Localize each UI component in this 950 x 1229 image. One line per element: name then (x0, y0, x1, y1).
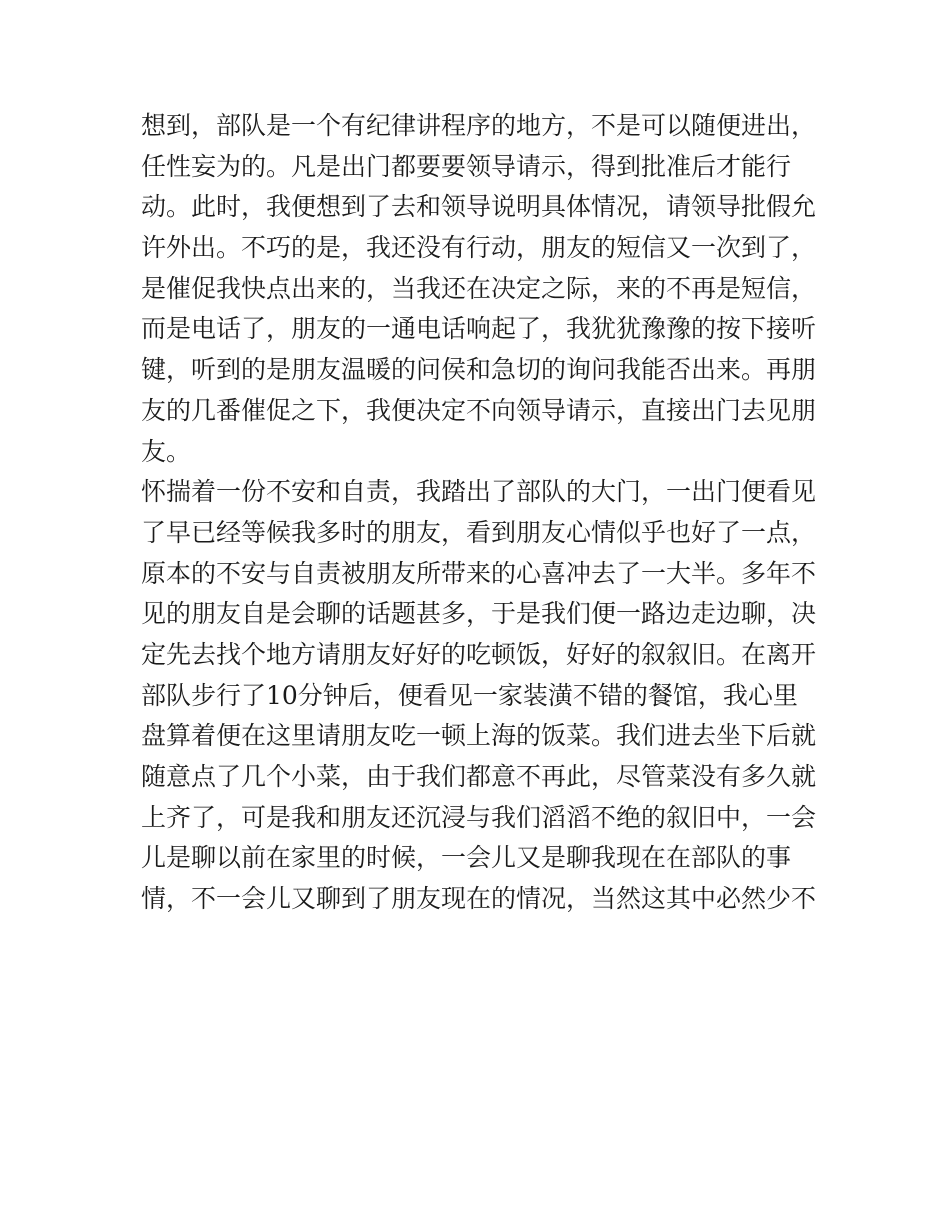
text-line: 部队步行了10分钟后，便看见一家装潢不错的餐馆，我心里 (141, 680, 798, 710)
body-text (141, 106, 821, 920)
text-line: 原本的不安与自责被朋友所带来的心喜冲去了一大半。多年不 (141, 558, 817, 588)
text-line: 了早已经等候我多时的朋友，看到朋友心情似乎也好了一点， (141, 517, 817, 547)
text-line: 友的几番催促之下，我便决定不向领导请示，直接出门去见朋 (141, 395, 817, 425)
text-line: 见的朋友自是会聊的话题甚多，于是我们便一路边走边聊，决 (141, 599, 817, 629)
text-line: 盘算着便在这里请朋友吃一顿上海的饭菜。我们进去坐下后就 (141, 721, 817, 751)
text-line: 许外出。不巧的是，我还没有行动，朋友的短信又一次到了， (141, 233, 817, 263)
text-line: 是催促我快点出来的，当我还在决定之际，来的不再是短信， (141, 273, 817, 303)
text-line: 友。 (141, 436, 192, 466)
text-line: 任性妄为的。凡是出门都要要领导请示，得到批准后才能行 (141, 151, 792, 181)
text-line: 想到，部队是一个有纪律讲程序的地方，不是可以随便进出， (141, 111, 817, 140)
text-line: 上齐了，可是我和朋友还沉浸与我们滔滔不绝的叙旧中，一会 (141, 802, 817, 832)
text-line: 怀揣着一份不安和自责，我踏出了部队的大门，一出门便看见 (141, 477, 817, 507)
text-line: 随意点了几个小菜，由于我们都意不再此，尽管菜没有多久就 (141, 762, 817, 791)
text-line: 动。此时，我便想到了去和领导说明具体情况，请领导批假允 (141, 192, 817, 222)
text-line: 定先去找个地方请朋友好好的吃顿饭，好好的叙叙旧。在离开 (141, 639, 817, 669)
text-line: 情，不一会儿又聊到了朋友现在的情况，当然这其中必然少不 (141, 884, 817, 914)
text-line: 键，听到的是朋友温暖的问侯和急切的询问我能否出来。再朋 (141, 355, 817, 385)
text-line: 儿是聊以前在家里的时候，一会儿又是聊我现在在部队的事 (141, 843, 792, 873)
text-line: 而是电话了，朋友的一通电话响起了，我犹犹豫豫的按下接听 (141, 314, 817, 344)
